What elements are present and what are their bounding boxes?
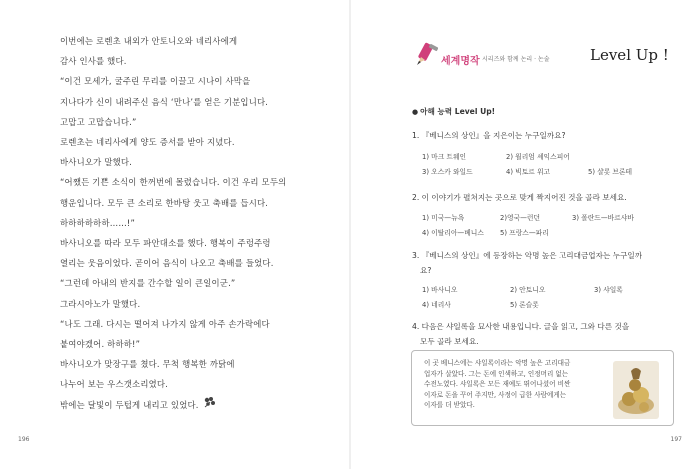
- q1-option: 3) 오스카 와일드: [422, 168, 473, 176]
- page-number-left: 196: [18, 436, 30, 443]
- story-line: 로렌초는 네리사에게 양도 증서를 받아 지녔다.: [60, 137, 235, 148]
- q2-option: 4) 이탈리아—베니스: [422, 229, 484, 237]
- story-line: “나도 그래. 다시는 떨어져 나가지 않게 아주 손가락에다: [60, 318, 270, 329]
- question-4-line: 모두 골라 보세요.: [420, 337, 479, 346]
- q3-option: 3) 샤일록: [594, 286, 623, 294]
- question-4-line: 4. 다음은 샤일록을 묘사한 내용입니다. 글을 읽고, 그와 다른 것을: [412, 322, 630, 331]
- question-2: 2. 이 이야기가 펼쳐지는 곳으로 맞게 짝지어진 것을 골라 보세요.: [412, 193, 627, 202]
- passage-line: 수전노였다. 샤일록은 모든 재예도 뛰어나셨어 비싼: [424, 380, 571, 389]
- q1-option: 1) 마크 트웨인: [422, 153, 467, 161]
- series-title: 세계명작: [441, 56, 480, 67]
- story-line: 고맙고 고맙습니다.”: [60, 116, 137, 127]
- page-number-right: 197: [670, 436, 682, 443]
- story-line: 감사 인사를 했다.: [60, 56, 127, 67]
- q3-option: 5) 론슬롯: [510, 301, 539, 309]
- story-line: “이건 모세가, 굴주린 무리를 이끌고 시나이 사막을: [60, 76, 251, 87]
- q3-option: 1) 바사니오: [422, 286, 458, 294]
- story-line: 열리는 웃음이었다. 곧이어 음식이 나오고 축배를 들었다.: [60, 258, 274, 269]
- q3-option: 2) 안토니오: [510, 286, 546, 294]
- q2-option: 2)영국—런던: [500, 214, 541, 222]
- story-line-last: [60, 395, 310, 416]
- story-line: 하하하하하하……!”: [60, 217, 135, 228]
- quiz-header: [412, 42, 682, 68]
- story-line: 붙여야겠어. 하하하!”: [60, 339, 141, 350]
- story-line: “그런데 아내의 반지를 간수할 일이 큰일이군.”: [60, 278, 236, 289]
- section-title: ● 아해 능력 Level Up!: [412, 107, 496, 116]
- right-page: [350, 0, 700, 469]
- story-line: 바사니오를 따라 모두 파안대소를 했다. 행복이 주렁주렁: [60, 238, 271, 249]
- passage-box: [411, 350, 674, 426]
- level-up-title: Level Up !: [590, 46, 669, 64]
- q2-option: 3) 폴란드—바르샤바: [572, 214, 634, 222]
- story-line: 나누어 보는 우스갯소리였다.: [60, 379, 169, 390]
- passage-text: [424, 358, 600, 411]
- pencil-icon: [412, 42, 438, 72]
- question-3: [412, 248, 642, 278]
- q1-option: 4) 빅토르 위고: [506, 168, 551, 176]
- story-line: 바사니오가 말했다.: [60, 157, 133, 168]
- story-line: 행운입니다. 모두 큰 소리로 한바탕 웃고 축배를 듭시다.: [60, 197, 269, 208]
- question-4: [412, 319, 629, 349]
- passage-line: 이자로 돈을 꾸어 주지만, 사정이 급한 사람에게는: [424, 390, 567, 399]
- flower-ornament-icon: [203, 395, 217, 415]
- story-line: 바사니오가 맞장구를 쳤다. 무척 행복한 까닭에: [60, 359, 235, 370]
- question-1: 1. 『베니스의 상인』을 지은이는 누구일까요?: [412, 131, 566, 140]
- passage-line: 이자를 더 받았다.: [424, 401, 475, 410]
- story-line: 그라시아노가 말했다.: [60, 298, 141, 309]
- passage-line: 이 곳 베니스에는 샤일록이라는 악명 높은 고리대금: [424, 359, 571, 367]
- q2-option: 1) 미국—뉴욕: [422, 214, 465, 222]
- q3-option: 4) 네리사: [422, 301, 451, 309]
- q2-option: 5) 프랑스—파리: [500, 229, 549, 237]
- story-line-text: 밖에는 달빛이 두텁게 내리고 있었다.: [60, 399, 199, 410]
- q1-option: 5) 샬롯 브론테: [588, 168, 633, 176]
- q1-option: 2) 윌리엄 셰익스피어: [506, 153, 570, 161]
- story-line: 지나다가 신이 내려주신 음식 ‘만나’를 얻은 기분입니다.: [60, 96, 269, 107]
- question-3-line: 3. 『베니스의 상인』에 등장하는 악명 높은 고리대금업자는 누구일까: [412, 251, 643, 260]
- series-subtitle: 시리즈와 함께 논리 · 논술: [482, 56, 550, 63]
- question-3-line: 요?: [420, 266, 432, 275]
- bullet-icon: ●: [412, 108, 419, 116]
- story-line: “어쨌든 기쁜 소식이 한꺼번에 몰렸습니다. 이건 우리 모두의: [60, 177, 287, 188]
- story-line: 이번에는 로렌초 내외가 안토니오와 네리사에게: [60, 36, 238, 46]
- coins-illustration: [613, 361, 659, 419]
- passage-line: 업자가 살았다. 그는 돈에 인색하고, 인정머리 없는: [424, 369, 569, 378]
- story-text: [60, 31, 310, 415]
